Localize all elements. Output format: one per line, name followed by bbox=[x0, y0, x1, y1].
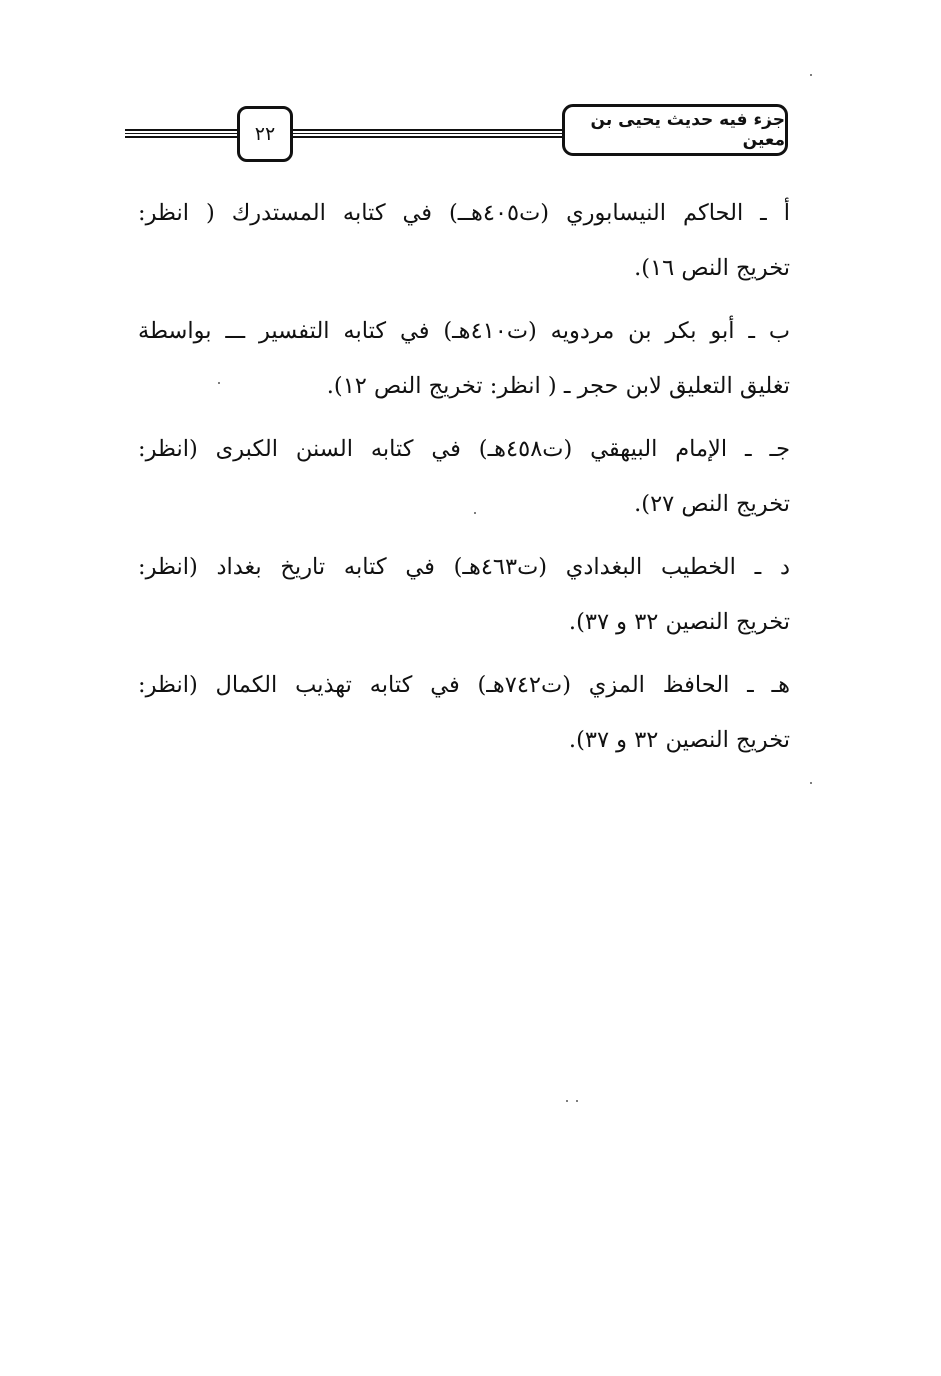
entry-line: د ـ الخطيب البغدادي (ت٤٦٣هـ) في كتابه تاريخ بغداد (انظر: bbox=[138, 554, 790, 580]
entry-line: جـ ـ الإمام البيهقي (ت٤٥٨هـ) في كتابه السنن الكبرى (انظر: bbox=[138, 436, 790, 462]
entry-dal bbox=[138, 540, 790, 650]
entry-line: تخريج النصين ٣٢ و ٣٧). bbox=[568, 727, 790, 753]
scan-speck bbox=[566, 1100, 568, 1102]
entry-line: تغليق التعليق لابن حجر ـ ( انظر: تخريج النص ١٢). bbox=[326, 373, 790, 399]
main-text bbox=[138, 186, 790, 776]
page-number-box bbox=[237, 106, 293, 162]
entry-jim bbox=[138, 422, 790, 532]
entry-line: ب ـ أبو بكر بن مردويه (ت٤١٠هـ) في كتابه التفسير ـــ بواسطة bbox=[138, 318, 791, 344]
page-number: ٢٢ bbox=[254, 123, 276, 145]
scan-speck bbox=[810, 74, 812, 76]
entry-line: تخريج النص ١٦). bbox=[634, 255, 790, 281]
entry-line: تخريج النص ٢٧). bbox=[634, 491, 790, 517]
entry-line: تخريج النصين ٣٢ و ٣٧). bbox=[568, 609, 790, 635]
entry-ba bbox=[138, 304, 790, 414]
scan-speck bbox=[474, 512, 476, 514]
entry-alif bbox=[138, 186, 790, 296]
scan-speck bbox=[810, 782, 812, 784]
scan-speck bbox=[218, 382, 220, 384]
scan-speck bbox=[576, 1100, 578, 1102]
entry-line: أ ـ الحاكم النيسابوري (ت٤٠٥هــ) في كتابه المستدرك ( انظر: bbox=[138, 200, 790, 226]
book-title-box bbox=[562, 104, 788, 156]
book-title: جزء فيه حديث يحيى بن معين bbox=[590, 110, 785, 150]
entry-ha bbox=[138, 658, 790, 768]
entry-line: هـ ـ الحافظ المزي (ت٧٤٢هـ) في كتابه تهذيب الكمال (انظر: bbox=[138, 672, 790, 698]
